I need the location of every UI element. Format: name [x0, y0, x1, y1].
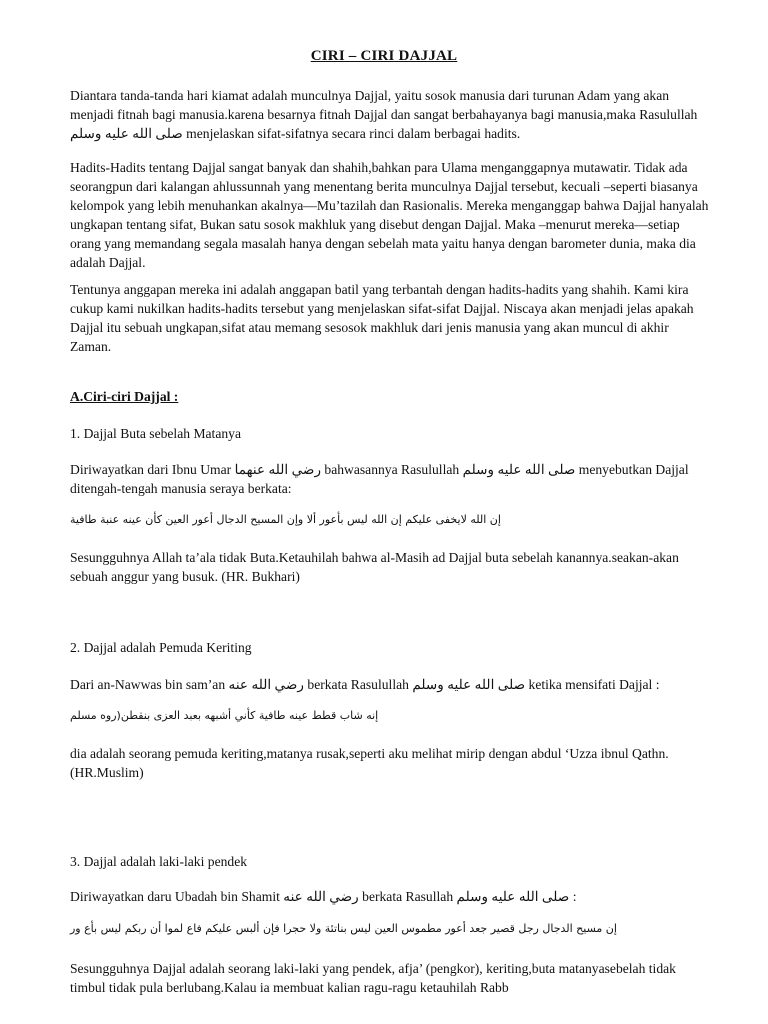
item-heading-3: 3. Dajjal adalah laki-laki pendek [70, 854, 248, 869]
item-intro-3: Diriwayatkan daru Ubadah bin Shamit رضي الله عنه berkata Rasullah صلى الله عليه وسلم : [70, 889, 577, 904]
section-heading: A.Ciri-ciri Dajjal : [70, 389, 179, 404]
item-intro-2: Dari an-Nawwas bin sam’an رضي الله عنه berkata Rasulullah صلى الله عليه وسلم ketika mensifati Dajjal : [70, 677, 660, 692]
paragraph-intro: Diantara tanda-tanda hari kiamat adalah munculnya Dajjal, yaitu sosok manusia dari turunan Adam yang akan menjadi fitnah bagi manusia.karena besarnya fitnah Dajjal dan sangat berbahayanya bagi manusia,maka Rasulullah صلى الله عليه وسلم menjelaskan sifat-sifatnya secara rinci dalam berbagai hadits. [70, 88, 698, 141]
item-translation-3: Sesungguhnya Dajjal adalah seorang laki-laki yang pendek, afja’ (pengkor), keriting,buta matanyasebelah tidak timbul tidak pula berlubang.Kalau ia membuat kalian ragu-ragu ketauhilah Rabb [70, 961, 676, 995]
arabic-text-2: إنه شاب قطط عينه طافية كأني أشبهه بعبد العزى بنقطن(روه مسلم [70, 709, 379, 722]
document-title: CIRI – CIRI DAJJAL [310, 48, 458, 64]
item-heading-1: 1. Dajjal Buta sebelah Matanya [70, 426, 241, 441]
paragraph-anggapan: Tentunya anggapan mereka ini adalah anggapan batil yang terbantah dengan hadits-hadits yang shahih. Kami kira cukup kami nukilkan hadits-hadits tersebut yang menjelaskan sifat-sifat Dajjal. Niscaya akan menjadi jelas apakah Dajjal itu sebuah ungkapan,sifat atau memang sesosok makhluk dari jenis manusia yang akan muncul di akhir Zaman. [70, 282, 694, 354]
item-intro-1: Diriwayatkan dari Ibnu Umar رضي الله عنهما bahwasannya Rasulullah صلى الله عليه وسلم menyebutkan Dajjal ditengah-tengah manusia seraya berkata: [70, 462, 689, 496]
arabic-text-1: إن الله لايخفى عليكم إن الله ليس بأعور ألا وإن المسيح الدجال أعور العين كأن عينه عنبة طافية [70, 513, 501, 526]
item-heading-2: 2. Dajjal adalah Pemuda Keriting [70, 640, 252, 655]
item-translation-1: Sesungguhnya Allah ta’ala tidak Buta.Ketauhilah bahwa al-Masih ad Dajjal buta sebelah kanannya.seakan-akan sebuah anggur yang busuk. (HR. Bukhari) [70, 550, 679, 584]
arabic-text-3: إن مسيح الدجال رجل قصير جعد أعور مطموس العين ليس بناتئة ولا حجرا فإن ألبس عليكم فاع لموا أن ربكم ليس بأع ور [70, 922, 617, 935]
item-translation-2: dia adalah seorang pemuda keriting,matanya rusak,seperti aku melihat mirip dengan abdul ‘Uzza ibnul Qathn. (HR.Muslim) [70, 746, 669, 780]
paragraph-hadits: Hadits-Hadits tentang Dajjal sangat banyak dan shahih,bahkan para Ulama menganggapnya mutawatir. Tidak ada seorangpun dari kalangan ahlussunnah yang menentang berita munculnya Dajjal tersebut, kecuali –seperti biasanya kelompok yang lebih menuhankan akalnya—Mu’tazilah dan Rasionalis. Mereka menganggap bahwa Dajjal hanyalah ungkapan tentang sifat, Bukan satu sosok makhluk yang disebut dengan Dajjal. Maka –menurut mereka—setiap orang yang memandang segala masalah hanya dengan sebelah mata yaitu hanya dengan barometer dunia, maka dia adalah Dajjal. [70, 160, 709, 270]
